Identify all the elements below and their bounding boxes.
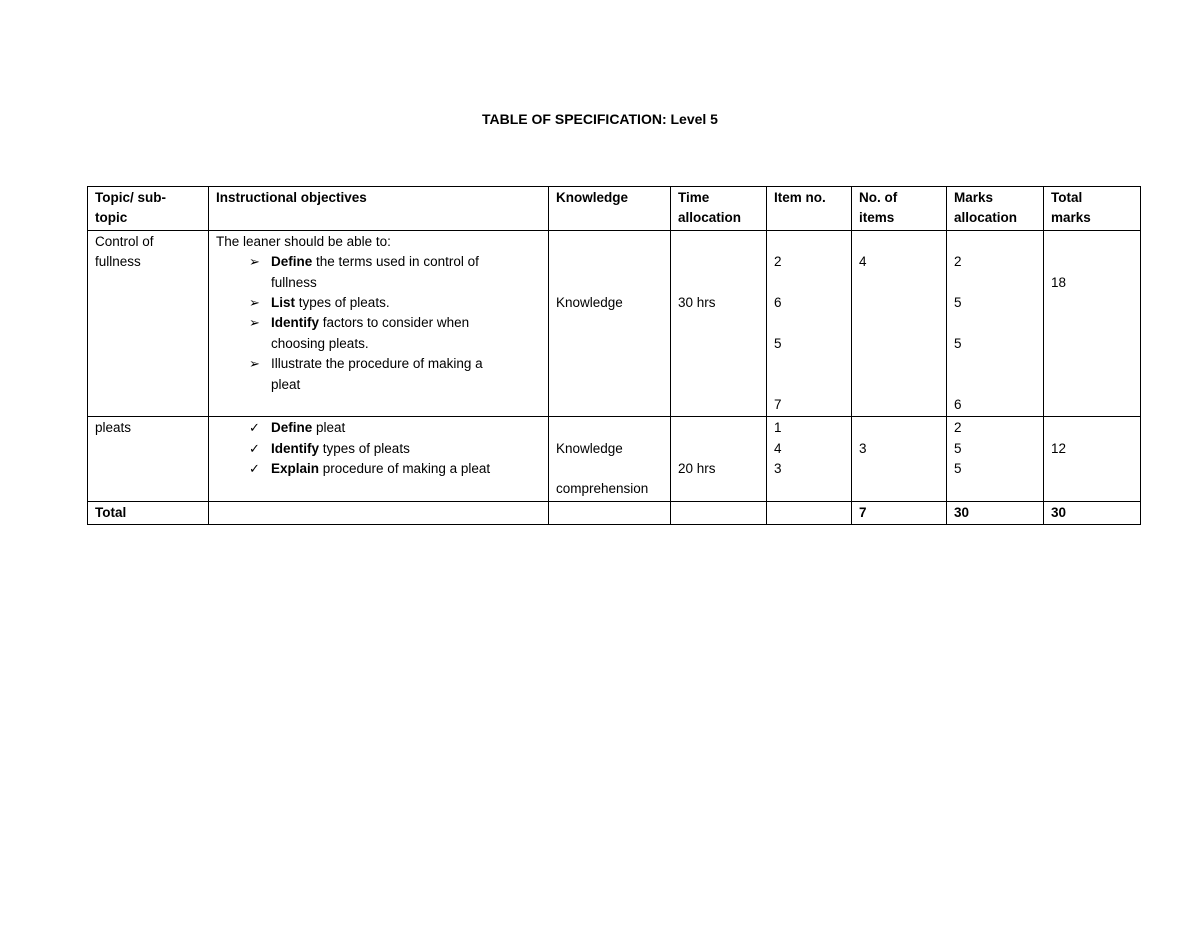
topic-cell: Control of fullness <box>88 230 209 417</box>
objectives-list <box>216 252 541 395</box>
list-item: ✓ Define pleat <box>249 418 541 438</box>
item-no-cell: 2 6 5 7 <box>767 230 852 417</box>
header-item-no: Item no. <box>767 187 852 231</box>
list-item: ✓ Identify types of pleats <box>249 439 541 459</box>
header-time: Time allocation <box>671 187 767 231</box>
header-marks: Marks allocation <box>947 187 1044 231</box>
header-no-items: No. of items <box>852 187 947 231</box>
specification-table <box>87 186 1141 525</box>
objectives-cell <box>209 417 549 502</box>
header-total: Total marks <box>1044 187 1141 231</box>
time-cell: 30 hrs <box>671 230 767 417</box>
objectives-cell <box>209 230 549 417</box>
list-item: ➢ Identify factors to consider when choosing pleats. <box>249 315 470 351</box>
arrow-bullet-icon: ➢ <box>249 294 260 310</box>
total-total: 30 <box>1044 501 1141 524</box>
header-topic: Topic/ sub- topic <box>88 187 209 231</box>
list-item: ➢ Define the terms used in control of fullness <box>249 254 479 290</box>
time-cell: 20 hrs <box>671 417 767 502</box>
knowledge-cell: Knowledge comprehension <box>549 417 671 502</box>
arrow-bullet-icon: ➢ <box>249 315 260 331</box>
marks-cell: 2 5 5 <box>947 417 1044 502</box>
objectives-intro: The leaner should be able to: <box>216 233 391 249</box>
header-knowledge: Knowledge <box>549 187 671 231</box>
marks-cell: 2 5 5 6 <box>947 230 1044 417</box>
header-row <box>88 187 1141 231</box>
arrow-bullet-icon: ➢ <box>249 254 260 270</box>
arrow-bullet-icon: ➢ <box>249 356 260 372</box>
total-cell: 18 <box>1044 230 1141 417</box>
checkmark-icon: ✓ <box>249 440 260 456</box>
total-marks: 30 <box>947 501 1044 524</box>
objectives-list <box>216 418 541 500</box>
total-row <box>88 501 1141 524</box>
total-no-items: 7 <box>852 501 947 524</box>
list-item: ➢ List types of pleats. <box>249 293 541 313</box>
no-items-cell: 3 <box>852 417 947 502</box>
list-item: ✓ Explain procedure of making a pleat <box>249 459 541 479</box>
header-objectives: Instructional objectives <box>209 187 549 231</box>
page-title: TABLE OF SPECIFICATION: Level 5 <box>482 111 718 127</box>
list-item: ➢ Illustrate the procedure of making a pleat <box>249 356 483 392</box>
knowledge-cell: Knowledge <box>549 230 671 417</box>
total-cell: 12 <box>1044 417 1141 502</box>
checkmark-icon: ✓ <box>249 461 260 477</box>
item-no-cell: 1 4 3 <box>767 417 852 502</box>
topic-cell: pleats <box>88 417 209 502</box>
checkmark-icon: ✓ <box>249 420 260 436</box>
table-row <box>88 230 1141 417</box>
no-items-cell: 4 <box>852 230 947 417</box>
table-row <box>88 417 1141 502</box>
total-label: Total <box>88 501 209 524</box>
